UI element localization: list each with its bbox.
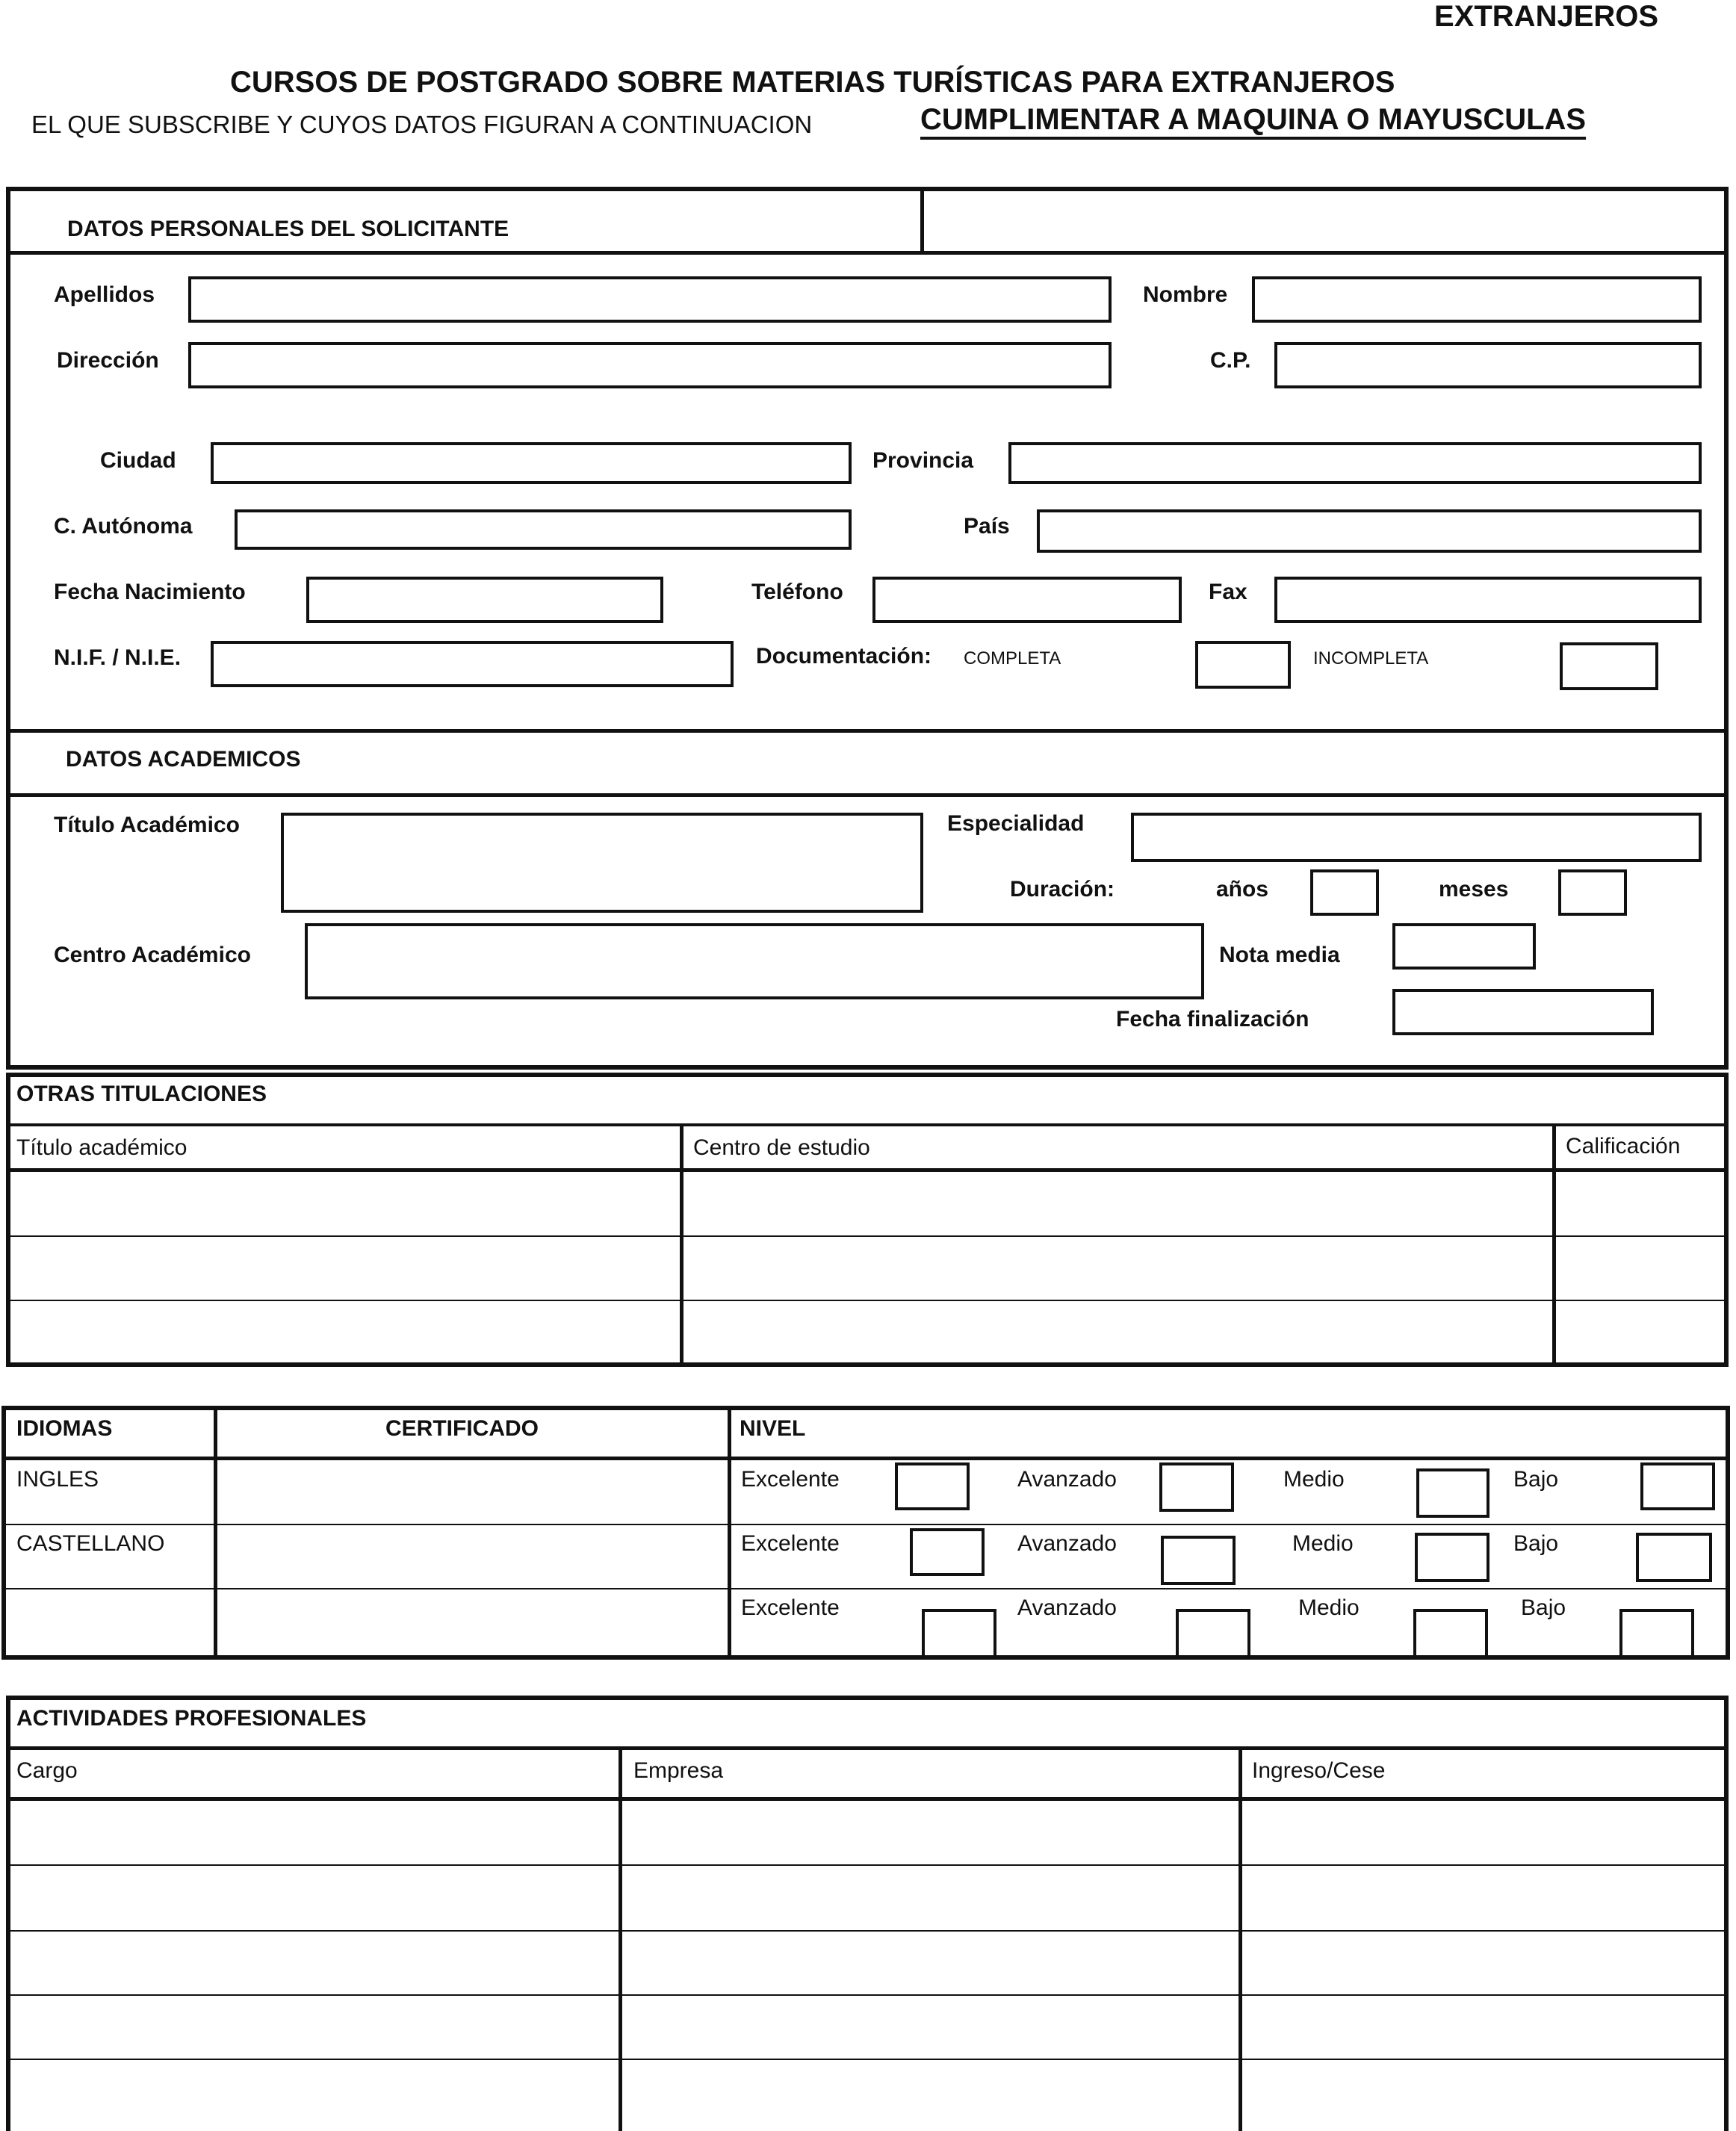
duracion-label: Duración: xyxy=(1010,877,1115,902)
excelente-label: Excelente xyxy=(741,1531,840,1556)
col-certificado-header: CERTIFICADO xyxy=(385,1416,539,1441)
cp-field[interactable] xyxy=(1274,342,1702,388)
fecha-nacimiento-field[interactable] xyxy=(306,577,663,623)
completa-label: COMPLETA xyxy=(964,648,1061,669)
bajo-label: Bajo xyxy=(1513,1467,1559,1492)
medio-label: Medio xyxy=(1292,1531,1354,1556)
apellidos-label: Apellidos xyxy=(54,282,155,307)
avanzado-label: Avanzado xyxy=(1017,1595,1117,1620)
meses-label: meses xyxy=(1439,877,1509,902)
avanzado-label: Avanzado xyxy=(1017,1467,1117,1492)
otras-heading: OTRAS TITULACIONES xyxy=(16,1082,267,1106)
ingles-excelente-checkbox[interactable] xyxy=(895,1462,970,1510)
nota-label: Nota media xyxy=(1219,943,1340,967)
nombre-label: Nombre xyxy=(1143,282,1228,307)
fax-label: Fax xyxy=(1209,580,1247,604)
fecha-fin-field[interactable] xyxy=(1392,989,1654,1035)
direccion-label: Dirección xyxy=(57,348,159,373)
personal-heading: DATOS PERSONALES DEL SOLICITANTE xyxy=(67,217,509,241)
divider xyxy=(6,793,1729,797)
autonoma-field[interactable] xyxy=(235,509,852,550)
divider xyxy=(6,1797,1729,1801)
ciudad-label: Ciudad xyxy=(100,448,176,473)
provincia-field[interactable] xyxy=(1008,442,1702,484)
titulo-label: Título Académico xyxy=(54,813,240,837)
especialidad-label: Especialidad xyxy=(947,811,1085,836)
divider xyxy=(1,1457,1730,1460)
col-cargo-header: Cargo xyxy=(16,1758,78,1783)
language-3-field[interactable] xyxy=(6,1589,212,1655)
otras-row-2-titulo[interactable] xyxy=(10,1237,678,1300)
medio-label: Medio xyxy=(1298,1595,1360,1620)
actividades-heading: ACTIVIDADES PROFESIONALES xyxy=(16,1706,367,1731)
language-2: CASTELLANO xyxy=(16,1531,165,1556)
fecha-fin-label: Fecha finalización xyxy=(1116,1007,1309,1032)
divider xyxy=(6,1168,1729,1172)
nif-field[interactable] xyxy=(211,641,734,687)
castellano-medio-checkbox[interactable] xyxy=(1415,1533,1489,1582)
nota-field[interactable] xyxy=(1392,923,1536,970)
excelente-label: Excelente xyxy=(741,1595,840,1620)
certificado-2-field[interactable] xyxy=(218,1525,726,1588)
castellano-excelente-checkbox[interactable] xyxy=(910,1528,985,1576)
otras-row-2-calificacion[interactable] xyxy=(1557,1237,1724,1300)
divider xyxy=(6,1746,1729,1750)
centro-label: Centro Académico xyxy=(54,943,251,967)
anos-label: años xyxy=(1216,877,1269,902)
col-calificacion-header: Calificación xyxy=(1566,1134,1681,1158)
fecha-nacimiento-label: Fecha Nacimiento xyxy=(54,580,246,604)
completa-checkbox[interactable] xyxy=(1195,641,1291,689)
language-3-excelente-checkbox[interactable] xyxy=(922,1609,996,1658)
centro-field[interactable] xyxy=(305,923,1204,999)
form-category: EXTRANJEROS xyxy=(1434,0,1659,33)
autonoma-label: C. Autónoma xyxy=(54,514,193,539)
divider xyxy=(920,187,924,252)
nombre-field[interactable] xyxy=(1252,276,1702,323)
castellano-bajo-checkbox[interactable] xyxy=(1636,1533,1712,1582)
otras-row-3-titulo[interactable] xyxy=(10,1301,678,1362)
form-title: CURSOS DE POSTGRADO SOBRE MATERIAS TURÍSTICAS PARA EXTRANJEROS xyxy=(230,66,1395,99)
col-ingreso-header: Ingreso/Cese xyxy=(1252,1758,1386,1783)
apellidos-field[interactable] xyxy=(188,276,1112,323)
anos-field[interactable] xyxy=(1310,869,1379,916)
actividad-row-4[interactable] xyxy=(10,1996,1724,2059)
ingles-avanzado-checkbox[interactable] xyxy=(1159,1462,1234,1512)
col-empresa-header: Empresa xyxy=(633,1758,724,1783)
otras-row-1-centro[interactable] xyxy=(684,1173,1551,1235)
cp-label: C.P. xyxy=(1210,348,1251,373)
especialidad-field[interactable] xyxy=(1131,813,1702,862)
incompleta-checkbox[interactable] xyxy=(1560,642,1658,690)
ingles-medio-checkbox[interactable] xyxy=(1416,1468,1489,1518)
pais-field[interactable] xyxy=(1037,509,1702,553)
otras-row-3-calificacion[interactable] xyxy=(1557,1301,1724,1362)
language-3-bajo-checkbox[interactable] xyxy=(1619,1609,1694,1658)
form-subtitle: EL QUE SUBSCRIBE Y CUYOS DATOS FIGURAN A CONTINUACION xyxy=(31,111,813,138)
actividad-row-3[interactable] xyxy=(10,1932,1724,1994)
divider xyxy=(680,1125,683,1365)
divider xyxy=(728,1407,731,1658)
documentacion-label: Documentación: xyxy=(756,644,932,669)
ciudad-field[interactable] xyxy=(211,442,852,484)
ingles-bajo-checkbox[interactable] xyxy=(1640,1462,1715,1510)
actividad-row-5[interactable] xyxy=(10,2060,1724,2131)
language-3-avanzado-checkbox[interactable] xyxy=(1176,1609,1250,1658)
direccion-field[interactable] xyxy=(188,342,1112,388)
fax-field[interactable] xyxy=(1274,577,1702,623)
certificado-3-field[interactable] xyxy=(218,1589,726,1655)
excelente-label: Excelente xyxy=(741,1467,840,1492)
pais-label: País xyxy=(964,514,1010,539)
avanzado-label: Avanzado xyxy=(1017,1531,1117,1556)
meses-field[interactable] xyxy=(1558,869,1627,916)
medio-label: Medio xyxy=(1283,1467,1345,1492)
bajo-label: Bajo xyxy=(1513,1531,1559,1556)
telefono-label: Teléfono xyxy=(751,580,843,604)
nif-label: N.I.F. / N.I.E. xyxy=(54,645,182,670)
otras-row-2-centro[interactable] xyxy=(684,1237,1551,1300)
actividad-row-1[interactable] xyxy=(10,1802,1724,1864)
col-centro-header: Centro de estudio xyxy=(693,1135,870,1160)
incompleta-label: INCOMPLETA xyxy=(1313,648,1429,669)
actividad-row-2[interactable] xyxy=(10,1866,1724,1930)
otras-row-1-titulo[interactable] xyxy=(10,1173,678,1235)
academic-heading: DATOS ACADEMICOS xyxy=(66,747,301,772)
col-nivel-header: NIVEL xyxy=(740,1416,806,1441)
provincia-label: Provincia xyxy=(872,448,974,473)
language-3-medio-checkbox[interactable] xyxy=(1413,1609,1488,1658)
bajo-label: Bajo xyxy=(1521,1595,1566,1620)
divider xyxy=(1552,1125,1556,1365)
divider xyxy=(6,251,1729,255)
divider xyxy=(6,1123,1729,1126)
castellano-avanzado-checkbox[interactable] xyxy=(1161,1536,1236,1585)
telefono-field[interactable] xyxy=(872,577,1182,623)
divider xyxy=(6,729,1729,733)
otras-row-1-calificacion[interactable] xyxy=(1557,1173,1724,1235)
certificado-1-field[interactable] xyxy=(218,1461,726,1524)
otras-row-3-centro[interactable] xyxy=(684,1301,1551,1362)
col-idiomas-header: IDIOMAS xyxy=(16,1416,113,1441)
divider xyxy=(214,1407,217,1658)
form-instruction: CUMPLIMENTAR A MAQUINA O MAYUSCULAS xyxy=(920,103,1587,136)
col-titulo-header: Título académico xyxy=(16,1135,187,1160)
language-1: INGLES xyxy=(16,1467,99,1492)
titulo-field[interactable] xyxy=(281,813,923,913)
